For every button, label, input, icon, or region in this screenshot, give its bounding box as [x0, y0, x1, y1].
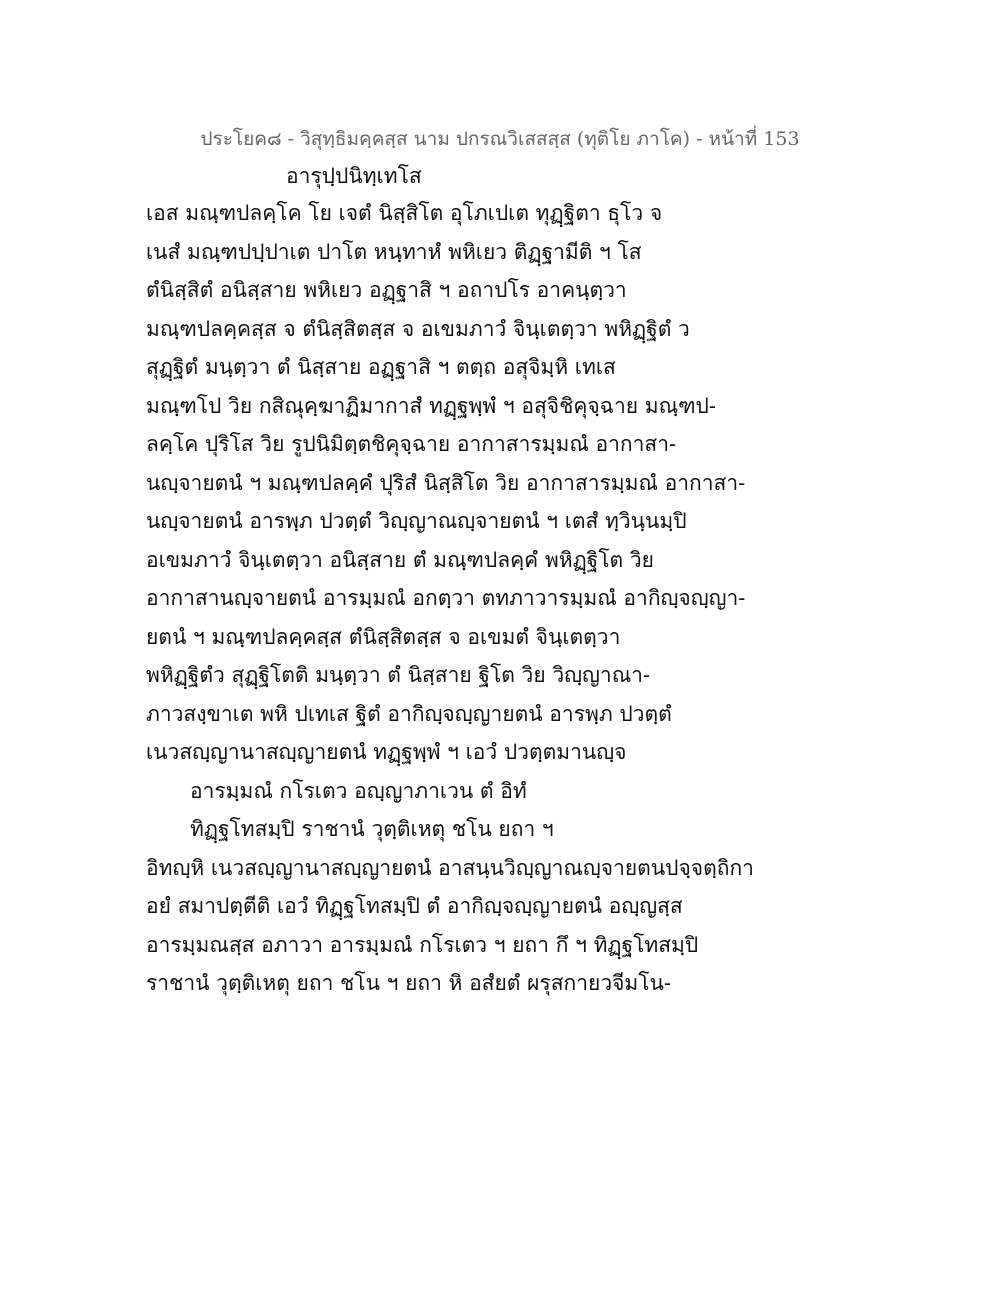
text-line: ลคฺโค ปุริโส วิย รูปนิมิตฺตชิคุจฺฉาย อากาสารมฺมณํ อากาสา-	[146, 432, 677, 456]
text-line: เอส มณฺฑปลคฺโค โย เจตํ นิสฺสิโต อุโภเปเต ทุฏฺฐิตา ธุโว จ	[146, 201, 663, 225]
text-line: ตํนิสฺสิตํ อนิสฺสาย พหิเยว อฏฺฐาสิ ฯ อถาปโร อาคนฺตฺวา	[146, 278, 627, 302]
text-line: ราชานํ วุตฺติเหตุ ยถา ชโน ฯ ยถา หิ อสํยตํ ผรุสกายวจีมโน-	[146, 971, 671, 995]
text-line: นญฺจายตนํ ฯ มณฺฑปลคฺคํ ปุริสํ นิสฺสิโต วิย อากาสารมฺมณํ อากาสา-	[146, 470, 746, 495]
text-line: อากาสานญฺจายตนํ อารมฺมณํ อกตฺวา ตทภาวารมฺมณํ อากิญฺจญฺญา-	[146, 586, 746, 610]
text-line: ภาวสงฺขาเต พหิ ปเทเส ฐิตํ อากิญฺจญฺญายตนํ อารพฺภ ปวตฺตํ	[146, 701, 672, 726]
text-line: มณฺฑปลคฺคสฺส จ ตํนิสฺสิตสฺส จ อเขมภาวํ จินฺเตตฺวา พหิฏฺฐิตํ ว	[146, 316, 690, 341]
running-header: ประโยค๘ - วิสุทฺธิมคฺคสฺส นาม ปกรณวิเสสสฺส (ทุติโย ภาโค) - หน้าที่ 153	[200, 128, 800, 150]
text-line: สุฏฺฐิตํ มนฺตฺวา ตํ นิสฺสาย อฏฺฐาสิ ฯ ตตฺถ อสุจิมฺหิ เทเส	[146, 355, 616, 379]
text-line: มณฺฑโป วิย กสิณุคฺฆาฏิมากาสํ ทฏฺฐพฺพํ ฯ อสุจิชิคุจฺฉาย มณฺฑป-	[146, 393, 716, 418]
text-line: อิทญฺหิ เนวสญฺญานาสญฺญายตนํ อาสนฺนวิญฺญาณญฺจายตนปจฺจตฺถิกา	[146, 855, 754, 880]
text-line: อยํ สมาปตฺตีติ เอวํ ทิฏฺฐโทสมฺปิ ตํ อากิญฺจญฺญายตนํ อญฺญสฺส	[146, 894, 683, 918]
body-text	[146, 194, 846, 1003]
section-title: อารุปฺปนิทฺเทโส	[286, 164, 422, 188]
text-line: เนวสญฺญานาสญฺญายตนํ ทฏฺฐพฺพํ ฯ เอวํ ปวตฺตมานญฺจ	[146, 740, 627, 764]
text-line: ยตนํ ฯ มณฺฑปลคฺคสฺส ตํนิสฺสิตสฺส จ อเขมตํ จินฺเตตฺวา	[146, 624, 621, 649]
text-line: พหิฏฺฐิตํว สุฏฺฐิโตติ มนฺตฺวา ตํ นิสฺสาย ฐิโต วิย วิญฺญาณา-	[146, 663, 651, 687]
text-line: เนสํ มณฺฑปปฺปาเต ปาโต หนฺทาหํ พหิเยว ติฏฺฐามีติ ฯ โส	[146, 239, 642, 264]
text-line: นญฺจายตนํ อารพฺภ ปวตฺตํ วิญฺญาณญฺจายตนํ ฯ เตสํ ทฺวินฺนมฺปิ	[146, 509, 687, 533]
text-line: อเขมภาวํ จินฺเตตฺวา อนิสฺสาย ตํ มณฺฑปลคฺคํ พหิฏฺฐิโต วิย	[146, 547, 654, 572]
verse-line: อารมฺมณํ กโรเตว อญฺญาภาเวน ตํ อิทํ	[190, 778, 527, 803]
text-line: อารมฺมณสฺส อภาวา อารมฺมณํ กโรเตว ฯ ยถา กึ ฯ ทิฏฺฐโทสมฺปิ	[146, 932, 699, 957]
verse-line: ทิฏฺฐโทสมฺปิ ราชานํ วุตฺติเหตุ ชโน ยถา ฯ	[190, 817, 554, 841]
